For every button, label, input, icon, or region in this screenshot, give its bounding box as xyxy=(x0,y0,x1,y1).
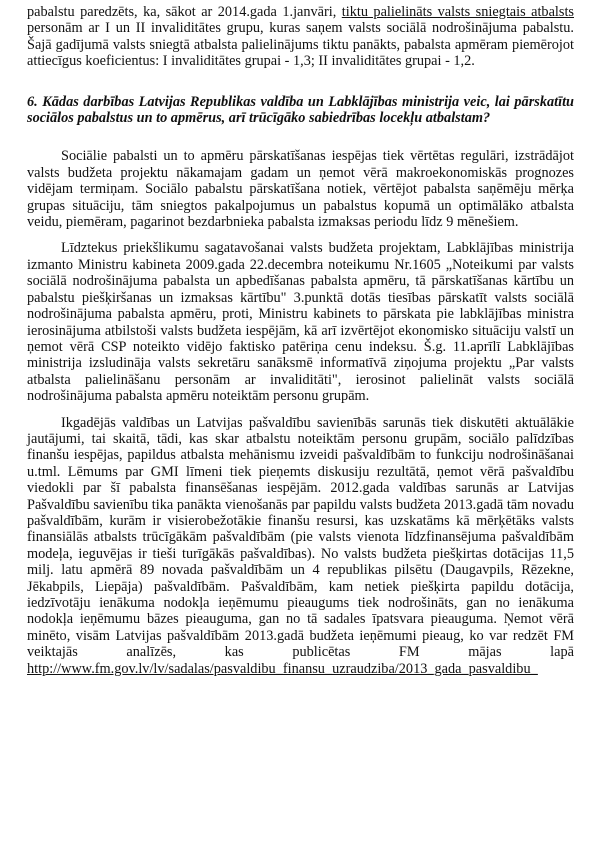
intro-underlined-text: tiktu palielināts valsts sniegtais atbalsts xyxy=(341,4,574,20)
fm-website-link[interactable]: http://www.fm.gov.lv/lv/sadalas/pasvaldibu_finansu_uzraudziba/2013_gada_pasvaldibu_ xyxy=(27,660,538,677)
paragraph-municipalities xyxy=(27,415,574,678)
municipalities-text: Ikgadējās valdības un Latvijas pašvaldību savienībās sarunās tiek diskutēti aktuālākie jautājumi, tai skaitā, tādi, kas skar atbalstu noteiktām personu grupām, sociālo palīdzības finanšu iespējas, papildus atbalsta mehānismu izveidi pašvaldībām to funkciju nodrošināšanai u.tml. Lēmums par GMI līmeni tiek pieņemts diskusiju rezultātā, ņemot vērā pašvaldību viedokli par šī pabalsta finansēšanas iespējām. 2012.gada valdības sarunās ar Latvijas Pašvaldību savienību tika panākta vienošanās par papildu valsts budžeta 2013.gadā tām novadu pašvaldībām, kurām ir visierobežotākie finanšu resursi, kas uzskatāms kā mērķētāks valsts finansiālās atbalsts trūcīgākām pašvaldībām (pie valsts vienota līdzfinansējuma pašvaldībām modeļa, ieguvējas ir tieši turīgākās pašvaldības). No valsts budžeta piešķirtas dotācijas 11,5 milj. latu apmērā 89 novada pašvaldībām un 4 republikas pilsētu (Daugavpils, Rēzekne, Jēkabpils, Liepāja) pašvaldībām. Pašvaldībām, kam netiek piešķirta papildu dotācija, iedzīvotāju ienākuma nodokļa ieņēmumu pieaugums tiek nodrošināts, gan no ienākuma nodokļa ieņēmumu bāzes pieauguma, gan no tā sadales īpatsvara pieauguma. Ņemot vērā minēto, visām Latvijas pašvaldībām 2013.gadā budžeta ieņēmumi pieaug, ko var redzēt FM veiktajās analīzēs, kas publicētas FM mājas lapā xyxy=(27,414,574,661)
intro-text-b: personām ar I un II invaliditātes grupu, kuras saņem valsts sociālā nodrošinājuma pabalstu. Šajā gadījumā valsts sniegtā atbalsta palielinājums tiktu panākts, pabalsta apmēram piemērojot attiecīgus koeficientus: I invaliditātes grupai - 1,3; II invaliditātes grupai - 1,2. xyxy=(27,20,574,70)
intro-text-a: pabalstu paredzēts, ka, sākot ar 2014.gada 1.janvāri, xyxy=(27,4,342,20)
question-heading: 6. Kādas darbības Latvijas Republikas valdība un Labklājības ministrija veic, lai pārskatītu sociālos pabalstus un to apmērus, arī trūcīgāko sabiedrības locekļu atbalstam? xyxy=(27,93,574,127)
paragraph-budget: Līdztekus priekšlikumu sagatavošanai valsts budžeta projektam, Labklājības ministrija izmanto Ministru kabineta 2009.gada 22.decembra noteikumu Nr.1605 „Noteikumi par valsts sociālā nodrošinājuma pabalsta un apbedīšanas pabalsta apmēru, tā pārskatīšanas kārtību un pabalstu piešķiršanas un izmaksas kārtību" 3.punktā dotās tiesības pārskatīt valsts sociālā nodrošinājuma pabalsta apmēru, proti, Ministru kabinets to pārskata pie labklājības ministra ierosinājuma atbilstoši valsts budžeta iespējām, kā arī izvērtējot ekonomisko situāciju valstī un ņemot vērā CSP noteikto vidējo faktisko patēriņa cenu indeksu. Š.g. 11.aprīlī Labklājības ministrija izsludināja valsts sekretāru sanāksmē informatīvā ziņojuma projektu „Par valsts atbalsta palielināšanu personām ar invaliditāti", ierosinot palielināt valsts sociālā nodrošinājuma pabalsta apmēru noteiktām personu grupām. xyxy=(27,240,574,405)
paragraph-review: Sociālie pabalsti un to apmēru pārskatīšanas iespējas tiek vērtētas regulāri, izstrādājot valsts budžeta projektu nākamajam gadam un ņemot vērā makroekonomiskās prognozes vidējam termiņam. Sociālo pabalstu pārskatīšana notiek, vērtējot pabalsta saņēmēju mērķa grupas situāciju, tām sniegtos pakalpojumus un pabalstus kopumā un optimālāko atbalsta veidu, piemēram, pagarinot bezdarbnieka pabalsta izmaksas periodu līdz 9 mēnešiem. xyxy=(27,148,574,231)
intro-paragraph xyxy=(27,4,574,70)
